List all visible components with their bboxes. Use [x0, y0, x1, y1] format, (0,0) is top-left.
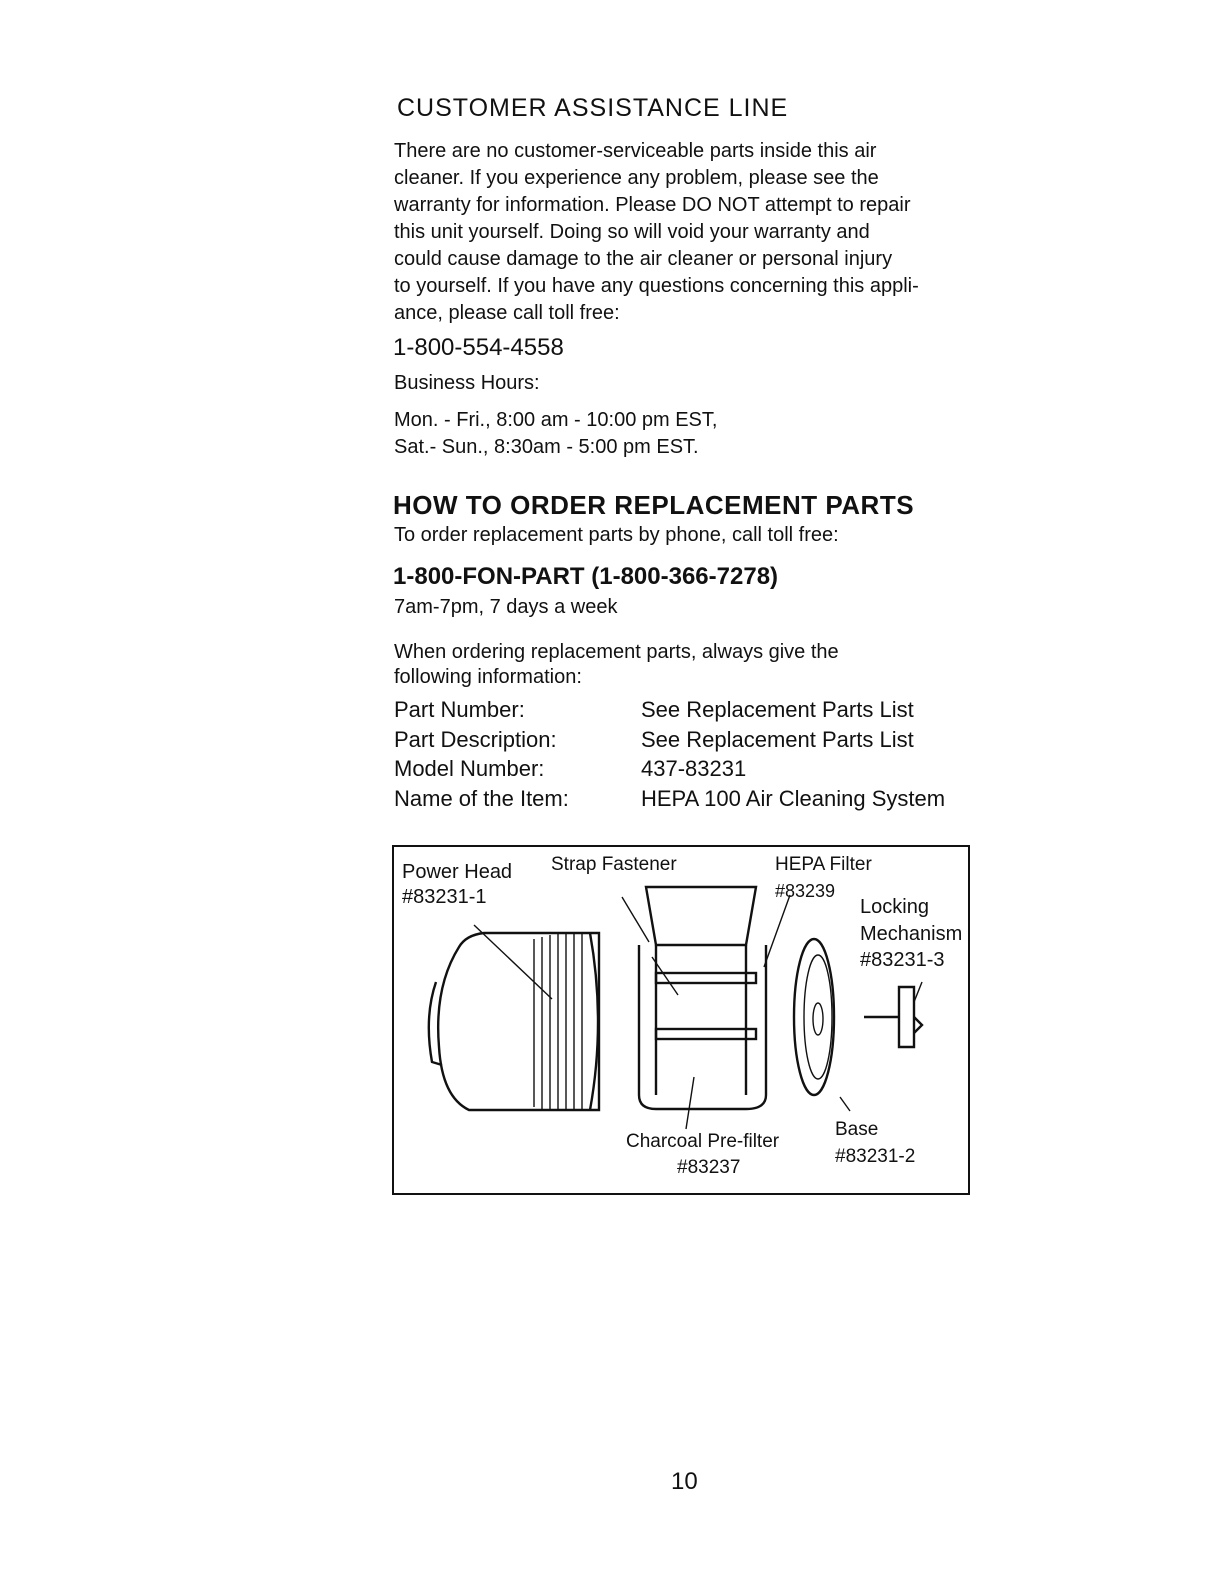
- label-mechanism: Mechanism: [860, 923, 963, 945]
- label-charcoal-prefilter: Charcoal Pre-filter: [626, 1131, 780, 1152]
- label-base: Base: [835, 1119, 879, 1140]
- info-label-part-description: Part Description:: [394, 727, 557, 752]
- order-parts-heading: HOW TO ORDER REPLACEMENT PARTS: [393, 490, 915, 520]
- info-label-item-name: Name of the Item:: [394, 786, 569, 811]
- power-head-drawing: [429, 925, 599, 1110]
- info-value-part-description: See Replacement Parts List: [641, 727, 914, 752]
- locking-mechanism-drawing: [864, 982, 922, 1047]
- hours-weekday: Mon. - Fri., 8:00 am - 10:00 pm EST,: [394, 409, 718, 431]
- label-power-head-number: #83231-1: [402, 886, 487, 908]
- hours-weekend: Sat.- Sun., 8:30am - 5:00 pm EST.: [394, 436, 699, 458]
- info-value-model-number: 437-83231: [641, 756, 747, 781]
- order-instruction-line: When ordering replacement parts, always give the: [394, 641, 839, 663]
- order-phone-number: 1-800-FON-PART (1-800-366-7278): [393, 563, 779, 590]
- business-hours-label: Business Hours:: [394, 372, 540, 394]
- info-value-part-number: See Replacement Parts List: [641, 697, 914, 722]
- label-charcoal-prefilter-number: #83237: [677, 1157, 741, 1178]
- label-power-head: Power Head: [402, 861, 513, 883]
- label-hepa-filter-number: #83239: [775, 881, 836, 901]
- order-intro: To order replacement parts by phone, call toll free:: [394, 524, 839, 546]
- label-locking: Locking: [860, 896, 929, 918]
- body-line: to yourself. If you have any questions concerning this appli-: [394, 275, 919, 297]
- pre-filter-disc-drawing: [794, 939, 850, 1111]
- customer-phone-number: 1-800-554-4558: [393, 334, 564, 361]
- body-line: could cause damage to the air cleaner or personal injury: [394, 248, 893, 270]
- body-line: cleaner. If you experience any problem, please see the: [394, 167, 879, 189]
- label-base-number: #83231-2: [835, 1146, 916, 1167]
- customer-assistance-body: [394, 138, 994, 327]
- body-line: this unit yourself. Doing so will void your warranty and: [394, 221, 870, 243]
- label-locking-number: #83231-3: [860, 949, 945, 971]
- hepa-filter-drawing: [622, 887, 790, 1129]
- body-line: warranty for information. Please DO NOT attempt to repair: [394, 194, 911, 216]
- body-line: ance, please call toll free:: [394, 302, 620, 324]
- info-value-item-name: HEPA 100 Air Cleaning System: [641, 786, 946, 811]
- page-number: 10: [671, 1468, 698, 1495]
- label-hepa-filter: HEPA Filter: [775, 854, 872, 875]
- parts-diagram: [392, 845, 970, 1195]
- customer-assistance-heading: CUSTOMER ASSISTANCE LINE: [397, 94, 789, 122]
- label-strap-fastener: Strap Fastener: [551, 854, 677, 875]
- body-line: There are no customer-serviceable parts inside this air: [394, 140, 877, 162]
- info-label-model-number: Model Number:: [394, 756, 545, 781]
- order-schedule: 7am-7pm, 7 days a week: [394, 596, 618, 618]
- info-label-part-number: Part Number:: [394, 697, 525, 722]
- order-instruction-line: following information:: [394, 666, 582, 688]
